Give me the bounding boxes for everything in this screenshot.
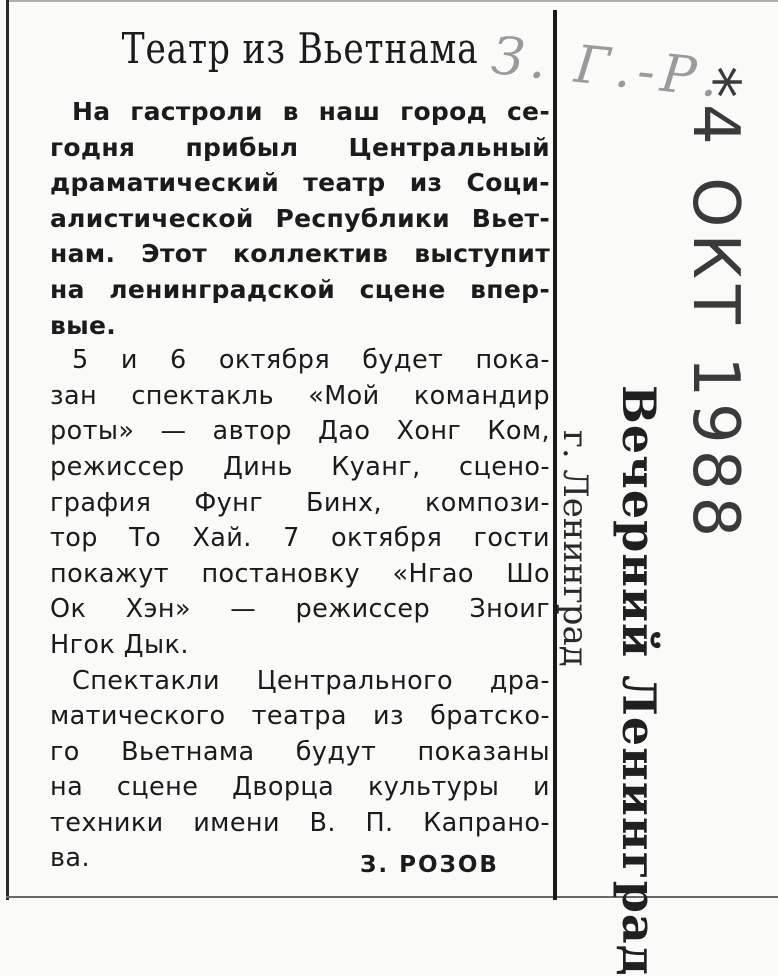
- paragraph-line: покажут постановку «Нгао Шо: [50, 558, 550, 589]
- lead-line: драматический театр из Соци-: [50, 168, 550, 198]
- paragraph-line: зан спектакль «Мой командир: [50, 380, 550, 411]
- paragraph-line: матического театра из братско-: [50, 701, 550, 732]
- article-lead-paragraph: [50, 94, 550, 343]
- archive-stamp-city: г. Ленинград: [555, 430, 595, 667]
- lead-line: нам. Этот коллектив выступит: [50, 239, 550, 269]
- lead-line: вые.: [50, 310, 117, 340]
- lead-line: На гастроли в наш город се-: [72, 97, 550, 126]
- paragraph-line: Спектакли Центрального дра-: [72, 665, 550, 696]
- paragraph-line: графия Фунг Бинх, компози-: [50, 487, 550, 518]
- article-paragraph-dates: [50, 343, 550, 663]
- paragraph-line: тор То Хай. 7 октября гости: [50, 523, 550, 554]
- paragraph-line: Нгок Дык.: [50, 629, 189, 660]
- newspaper-article: [50, 14, 550, 877]
- paragraph-line: Ок Хэн» — режиссер Зноиг: [50, 594, 550, 625]
- clipping-left-edge: [6, 0, 9, 900]
- paragraph-line: 5 и 6 октября будет пока-: [72, 345, 550, 376]
- archive-stamp-date: *4 ОКТ 1988: [678, 66, 752, 544]
- lead-line: годня прибыл Центральный: [50, 132, 550, 162]
- paragraph-line: режиссер Динь Куанг, сцено-: [50, 451, 550, 482]
- paragraph-line: техники имени В. П. Капрано-: [50, 807, 550, 838]
- article-author-signature: З. РОЗОВ: [360, 852, 499, 878]
- lead-line: алистической Республики Вьет-: [50, 203, 550, 233]
- paragraph-line: го Вьетнама будут показаны: [50, 736, 550, 767]
- article-headline: Театр из Вьетнама: [121, 24, 479, 73]
- paragraph-line: ва.: [50, 843, 90, 874]
- article-paragraph-venue: [50, 664, 550, 878]
- paragraph-line: роты» — автор Дао Хонг Ком,: [50, 416, 550, 447]
- clipping-top-edge: [6, 0, 778, 2]
- archive-stamp-publication: Вечерний Ленинград: [612, 385, 666, 976]
- handwritten-note: З. Г.-Р.: [488, 26, 728, 111]
- lead-line: на ленинградской сцене впер-: [50, 274, 550, 304]
- paragraph-line: на сцене Дворца культуры и: [50, 772, 550, 803]
